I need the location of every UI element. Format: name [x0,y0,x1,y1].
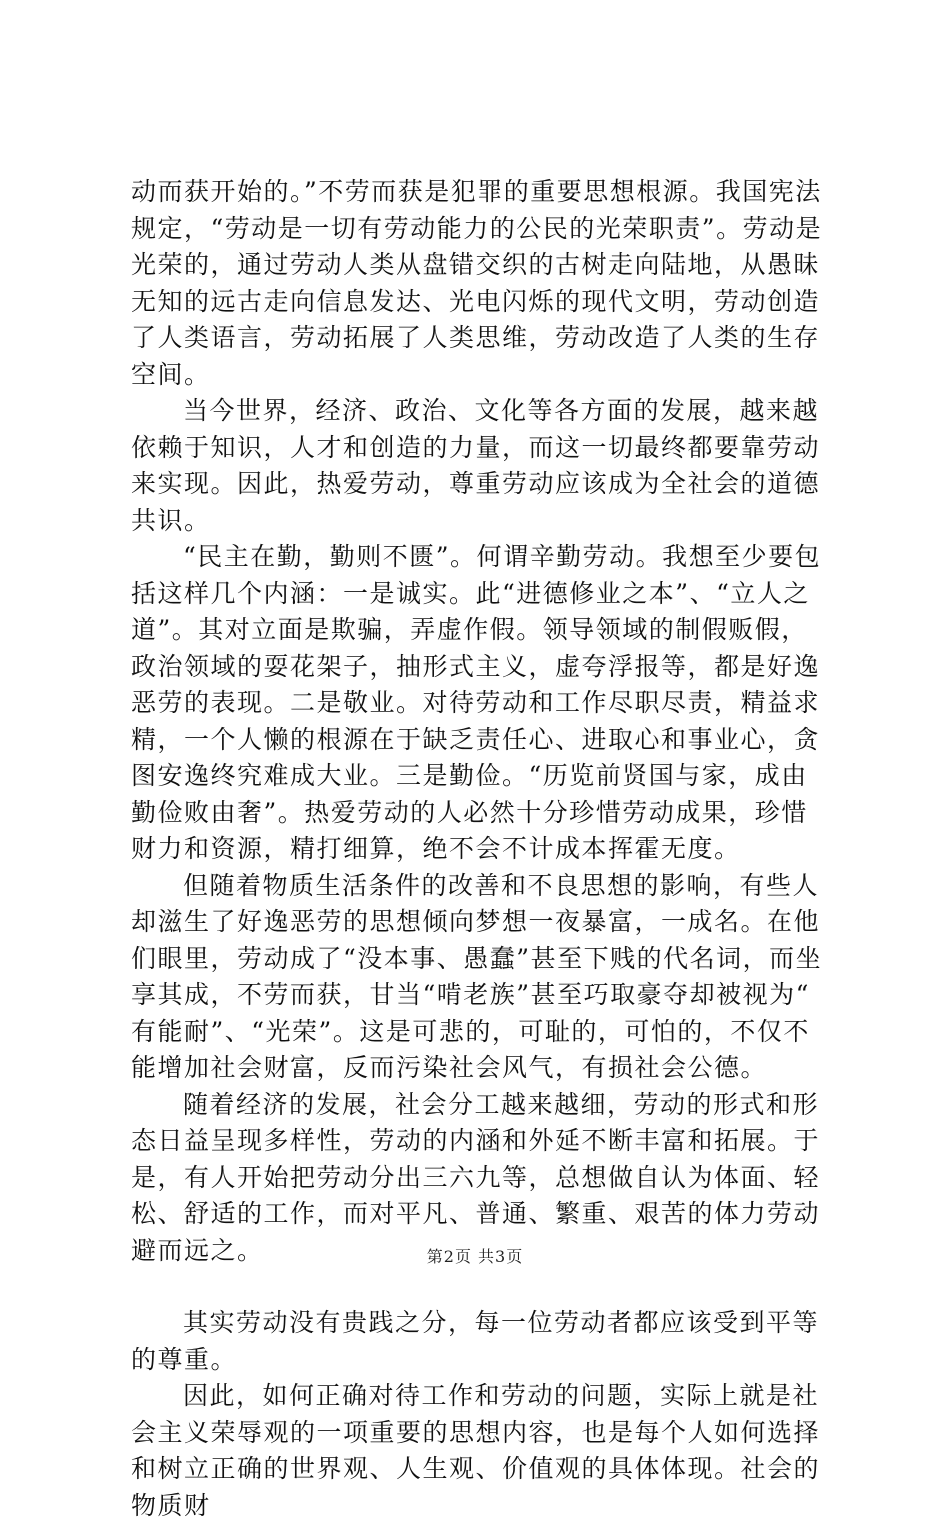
page-footer [0,1244,950,1267]
paragraph-4: 但随着物质生活条件的改善和不良思想的影响，有些人却滋生了好逸恶劳的思想倾向梦想一夜暴富，一成名。在他们眼里，劳动成了“没本事、愚蠢”甚至下贱的代名词，而坐享其成，不劳而获，甘当“啃老族”甚至巧取豪夺却被视为“有能耐”、“光荣”。这是可悲的，可耻的，可怕的，不仅不能增加社会财富，反而污染社会风气，有损社会公德。 [131,870,823,1082]
paragraph-3: “民主在勤，勤则不匮”。何谓辛勤劳动。我想至少要包括这样几个内涵：一是诚实。此“进德修业之本”、“立人之道”。其对立面是欺骗，弄虚作假。领导领域的制假贩假，政治领域的耍花架子，抽形式主义，虚夸浮报等，都是好逸恶劳的表现。二是敬业。对待劳动和工作尽职尽责，精益求精，一个人懒的根源在于缺乏责任心、进取心和事业心，贪图安逸终究难成大业。三是勤俭。“历览前贤国与家，成由勤俭败由奢”。热爱劳动的人必然十分珍惜劳动成果，珍惜财力和资源，精打细算，绝不会不计成本挥霍无度。 [131,542,822,863]
document-body [131,174,831,1524]
paragraph-5: 随着经济的发展，社会分工越来越细，劳动的形式和形态日益呈现多样性，劳动的内涵和外延不断丰富和拓展。于是，有人开始把劳动分出三六九等，总想做自认为体面、轻松、舒适的工作，而对平凡、普通、繁重、艰苦的体力劳动避而远之。 [131,1089,821,1265]
paragraph-7: 因此，如何正确对待工作和劳动的问题，实际上就是社会主义荣辱观的一项重要的思想内容，也是每个人如何选择和树立正确的世界观、人生观、价值观的具体体现。社会的物质财 [131,1381,821,1520]
paragraph-6: 其实劳动没有贵践之分，每一位劳动者都应该受到平等的尊重。 [131,1308,820,1374]
paragraph-1: 动而获开始的。”不劳而获是犯罪的重要思想根源。我国宪法规定，“劳动是一切有劳动能力的公民的光荣职责”。劳动是光荣的，通过劳动人类从盘错交织的古树走向陆地，从愚昧无知的远古走向信息发达、光电闪烁的现代文明，劳动创造了人类语言，劳动拓展了人类思维，劳动改造了人类的生存空间。 [131,177,823,389]
paragraph-2: 当今世界，经济、政治、文化等各方面的发展，越来越依赖于知识，人才和创造的力量，而这一切最终都要靠劳动来实现。因此，热爱劳动，尊重劳动应该成为全社会的道德共识。 [131,396,821,535]
page-number-label: 第2页 共3页 [426,1247,524,1266]
